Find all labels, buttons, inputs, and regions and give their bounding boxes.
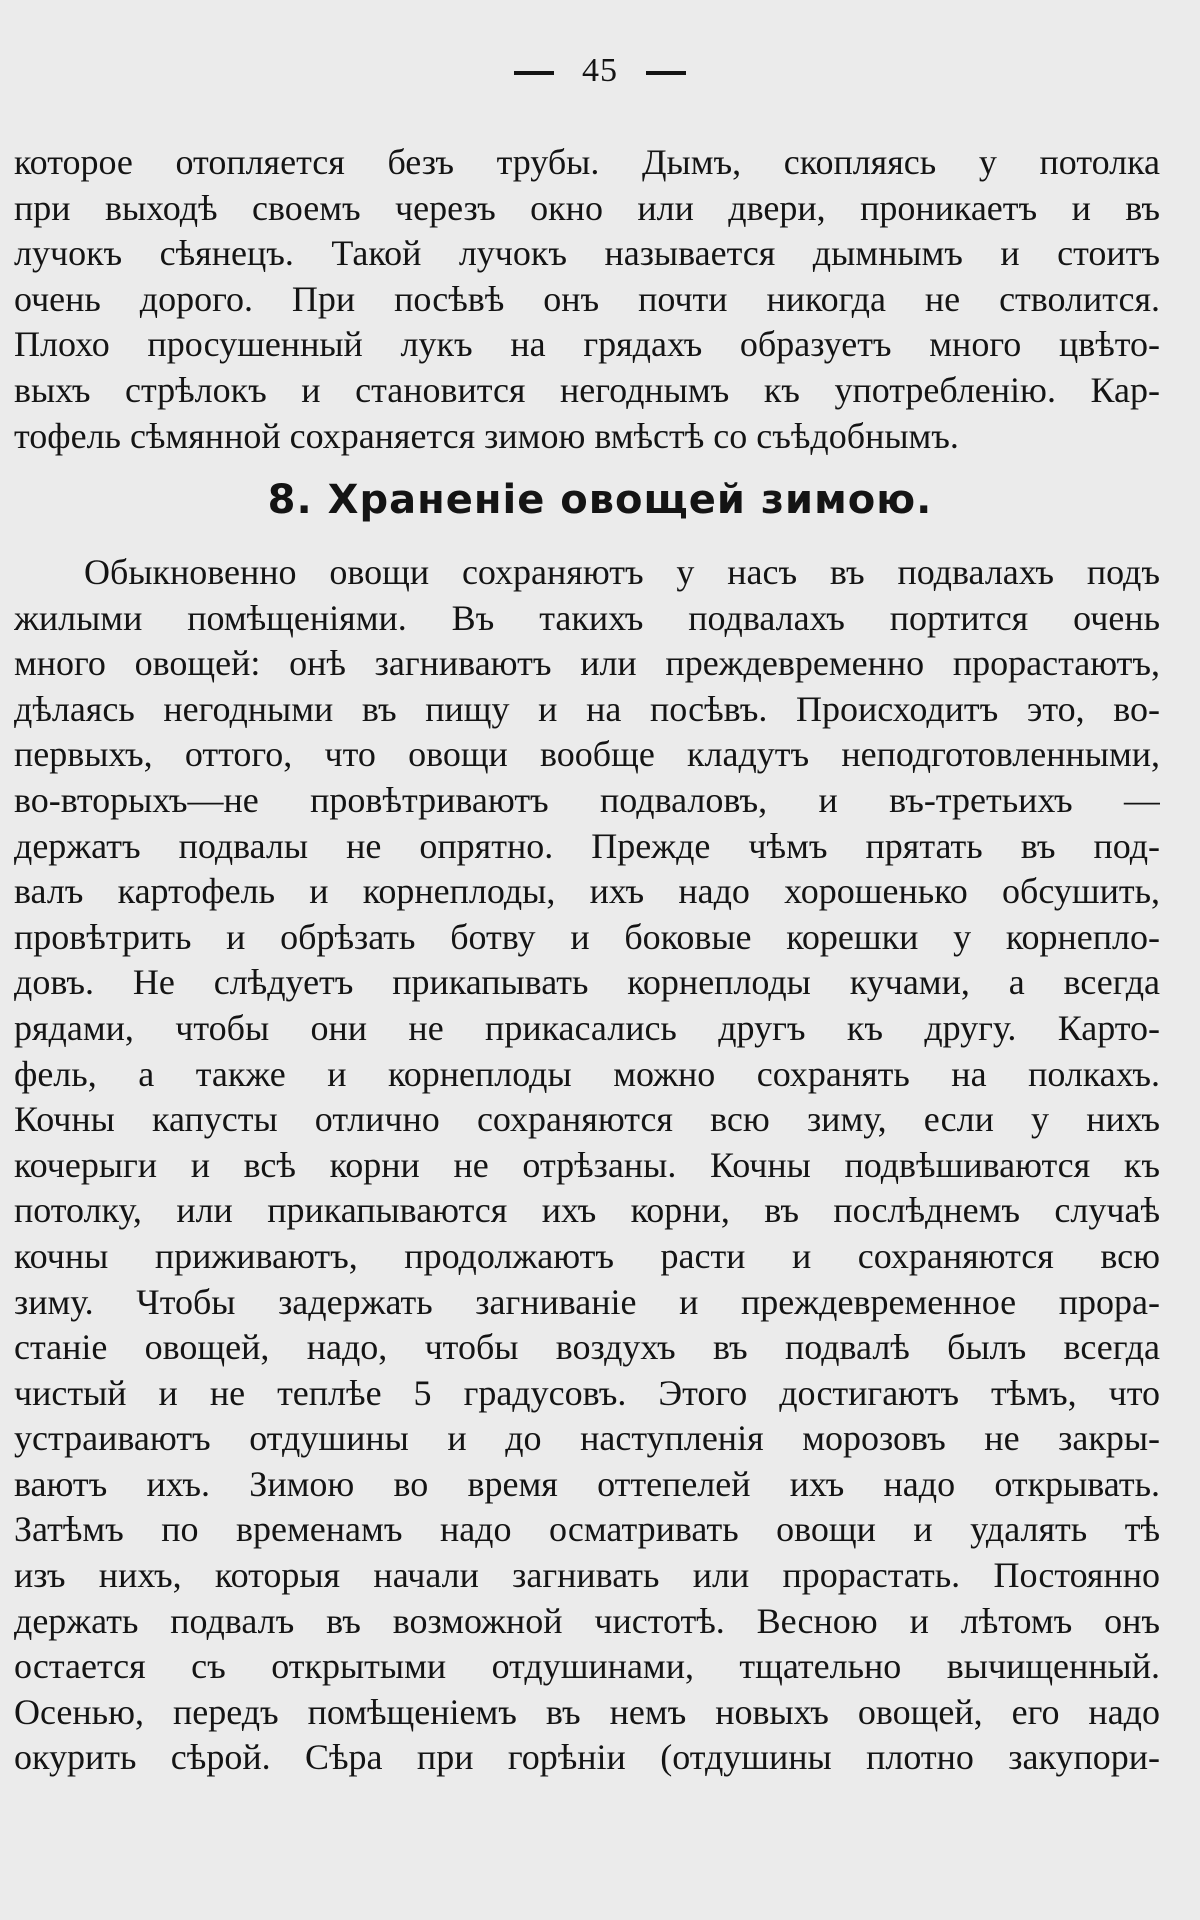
text-line: рядами, чтобы они не прикасались другъ къ другу. Карто- xyxy=(14,1007,1160,1048)
text-line: дѣлаясь негодными въ пищу и на посѣвъ. Происходитъ это, во- xyxy=(14,688,1160,729)
text-line: изъ нихъ, которыя начали загнивать или прорастать. Постоянно xyxy=(14,1555,1160,1596)
text-line: фель, а также и корнеплоды можно сохранять на полкахъ. xyxy=(14,1053,1160,1094)
section-heading: 8. Храненіе овощей зимою. xyxy=(267,477,933,523)
text-line: Плохо просушенный лукъ на грядахъ образуетъ много цвѣто- xyxy=(14,324,1160,365)
header-dash-left xyxy=(514,71,554,75)
text-line: потолку, или прикапываются ихъ корни, въ послѣднемъ случаѣ xyxy=(14,1190,1160,1231)
text-line: много овощей: онѣ загниваютъ или преждевременно прорастаютъ, xyxy=(14,643,1160,684)
text-line: тофель сѣмянной сохраняется зимою вмѣстѣ со съѣдобнымъ. xyxy=(14,415,959,456)
text-line: остается съ открытыми отдушинами, тщательно вычищенный. xyxy=(14,1646,1160,1687)
text-line: провѣтрить и обрѣзать ботву и боковые корешки у корнепло- xyxy=(14,916,1160,957)
text-line: ваютъ ихъ. Зимою во время оттепелей ихъ надо открывать. xyxy=(14,1463,1160,1504)
text-line: держатъ подвалы не опрятно. Прежде чѣмъ прятать въ под- xyxy=(14,825,1160,866)
page-number: 45 xyxy=(582,52,618,89)
text-line: станіе овощей, надо, чтобы воздухъ въ подвалѣ былъ всегда xyxy=(14,1327,1160,1368)
text-line: кочерыги и всѣ корни не отрѣзаны. Кочны подвѣшиваются къ xyxy=(14,1144,1160,1185)
text-line: при выходѣ своемъ черезъ окно или двери, проникаетъ и въ xyxy=(14,187,1160,228)
text-line: Кочны капусты отлично сохраняются всю зиму, если у нихъ xyxy=(14,1099,1160,1140)
text-line: лучокъ сѣянецъ. Такой лучокъ называется дымнымъ и стоитъ xyxy=(14,233,1160,274)
text-line: довъ. Не слѣдуетъ прикапывать корнеплоды кучами, а всегда xyxy=(14,962,1160,1003)
paragraph-main xyxy=(14,550,1160,1781)
text-line: во-вторыхъ—не провѣтриваютъ подваловъ, и въ-третьихъ — xyxy=(14,779,1160,820)
text-line: окурить сѣрой. Сѣра при горѣніи (отдушины плотно закупори- xyxy=(14,1737,1160,1778)
text-line: которое отопляется безъ трубы. Дымъ, скопляясь у потолка xyxy=(14,142,1160,182)
text-line: держать подвалъ въ возможной чистотѣ. Весною и лѣтомъ онъ xyxy=(14,1600,1160,1641)
text-line: первыхъ, оттого, что овощи вообще кладутъ неподготовленными, xyxy=(14,734,1160,775)
text-line: Осенью, передъ помѣщеніемъ въ немъ новыхъ овощей, его надо xyxy=(14,1691,1160,1732)
text-line: чистый и не теплѣе 5 градусовъ. Этого достигаютъ тѣмъ, что xyxy=(14,1372,1160,1413)
text-line: очень дорого. При посѣвѣ онъ почти никогда не стволится. xyxy=(14,278,1160,319)
text-line: валъ картофель и корнеплоды, ихъ надо хорошенько обсушить, xyxy=(14,871,1160,912)
text-line: кочны приживаютъ, продолжаютъ расти и сохраняются всю xyxy=(14,1235,1160,1276)
text-line: устраиваютъ отдушины и до наступленія морозовъ не закры- xyxy=(14,1418,1160,1459)
header-dash-right xyxy=(646,71,686,75)
text-line: выхъ стрѣлокъ и становится негоднымъ къ употребленію. Кар- xyxy=(14,369,1160,410)
page-header xyxy=(0,52,1200,90)
text-line: Затѣмъ по временамъ надо осматривать овощи и удалять тѣ xyxy=(14,1509,1160,1550)
text-line: зиму. Чтобы задержать загниваніе и преждевременное прора- xyxy=(14,1281,1160,1322)
paragraph-top xyxy=(14,140,1160,459)
text-line: Обыкновенно овощи сохраняютъ у насъ въ подвалахъ подъ xyxy=(84,552,1160,592)
text-line: жилыми помѣщеніями. Въ такихъ подвалахъ портится очень xyxy=(14,597,1160,638)
